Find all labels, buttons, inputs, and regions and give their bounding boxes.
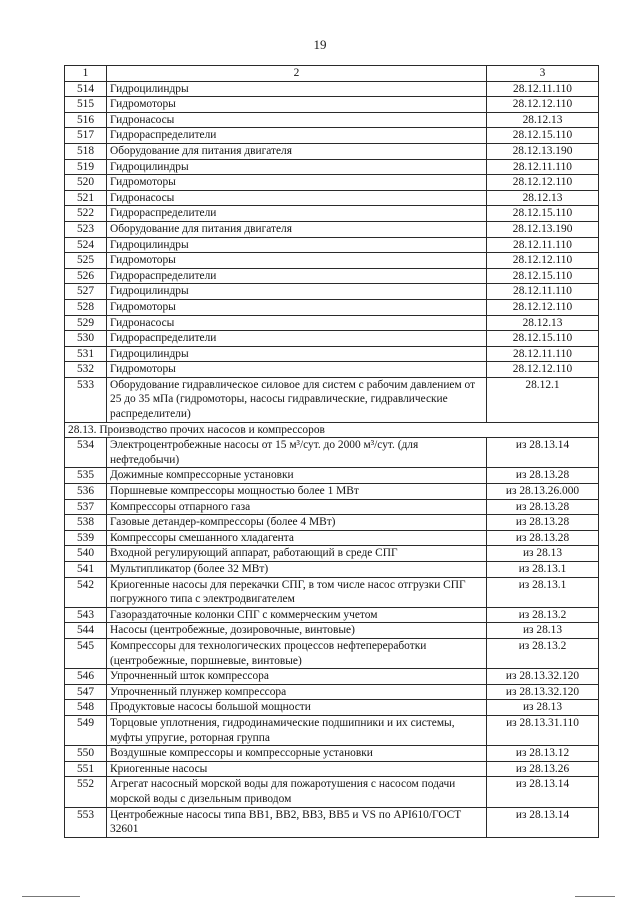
row-number: 527 bbox=[65, 284, 107, 300]
row-number: 519 bbox=[65, 159, 107, 175]
table-header-row bbox=[65, 66, 599, 82]
row-code: 28.12.15.110 bbox=[487, 206, 599, 222]
row-name: Гидрораспределители bbox=[107, 331, 487, 347]
row-number: 524 bbox=[65, 237, 107, 253]
row-name: Гидромоторы bbox=[107, 175, 487, 191]
row-code: из 28.13.14 bbox=[487, 438, 599, 468]
row-code: из 28.13.28 bbox=[487, 499, 599, 515]
row-code: 28.12.12.110 bbox=[487, 97, 599, 113]
row-code: из 28.13.32.120 bbox=[487, 684, 599, 700]
row-number: 551 bbox=[65, 761, 107, 777]
row-number: 537 bbox=[65, 499, 107, 515]
table-row bbox=[65, 684, 599, 700]
table-row bbox=[65, 190, 599, 206]
row-code: 28.12.13 bbox=[487, 315, 599, 331]
row-code: из 28.13.28 bbox=[487, 515, 599, 531]
table-row bbox=[65, 206, 599, 222]
row-code: 28.12.11.110 bbox=[487, 237, 599, 253]
row-name: Гидрораспределители bbox=[107, 128, 487, 144]
table-row bbox=[65, 499, 599, 515]
row-number: 549 bbox=[65, 715, 107, 745]
row-name: Гидроцилиндры bbox=[107, 284, 487, 300]
row-name: Гидромоторы bbox=[107, 97, 487, 113]
table-row bbox=[65, 237, 599, 253]
row-name: Гидроцилиндры bbox=[107, 346, 487, 362]
row-number: 534 bbox=[65, 438, 107, 468]
table-row bbox=[65, 638, 599, 668]
page-number: 19 bbox=[313, 37, 327, 52]
table-row bbox=[65, 81, 599, 97]
table-body bbox=[65, 81, 599, 837]
table-row bbox=[65, 362, 599, 378]
row-number: 547 bbox=[65, 684, 107, 700]
row-number: 539 bbox=[65, 530, 107, 546]
row-name: Упрочненный шток компрессора bbox=[107, 669, 487, 685]
table-row bbox=[65, 607, 599, 623]
row-number: 532 bbox=[65, 362, 107, 378]
row-code: 28.12.13 bbox=[487, 112, 599, 128]
row-code: из 28.13.1 bbox=[487, 562, 599, 578]
row-code: 28.12.13.190 bbox=[487, 221, 599, 237]
row-name: Криогенные насосы bbox=[107, 761, 487, 777]
row-number: 516 bbox=[65, 112, 107, 128]
table-row bbox=[65, 377, 599, 422]
table-row bbox=[65, 546, 599, 562]
table-row bbox=[65, 577, 599, 607]
table-row bbox=[65, 128, 599, 144]
row-number: 548 bbox=[65, 700, 107, 716]
row-number: 542 bbox=[65, 577, 107, 607]
row-number: 550 bbox=[65, 746, 107, 762]
row-code: из 28.13.28 bbox=[487, 530, 599, 546]
row-code: из 28.13.28 bbox=[487, 468, 599, 484]
table-row bbox=[65, 562, 599, 578]
row-name: Гидроцилиндры bbox=[107, 237, 487, 253]
row-code: 28.12.11.110 bbox=[487, 81, 599, 97]
table-row bbox=[65, 268, 599, 284]
row-code: из 28.13.12 bbox=[487, 746, 599, 762]
section-row bbox=[65, 422, 599, 438]
row-number: 529 bbox=[65, 315, 107, 331]
row-name: Мультипликатор (более 32 МВт) bbox=[107, 562, 487, 578]
row-number: 523 bbox=[65, 221, 107, 237]
row-number: 517 bbox=[65, 128, 107, 144]
row-name: Гидроцилиндры bbox=[107, 81, 487, 97]
row-name: Компрессоры для технологических процессов нефтепереработки (центробежные, поршневые, винтовые) bbox=[107, 638, 487, 668]
row-code: 28.12.15.110 bbox=[487, 128, 599, 144]
row-number: 533 bbox=[65, 377, 107, 422]
row-code: из 28.13.2 bbox=[487, 638, 599, 668]
row-code: из 28.13.31.110 bbox=[487, 715, 599, 745]
row-number: 536 bbox=[65, 484, 107, 500]
row-name: Оборудование для питания двигателя bbox=[107, 221, 487, 237]
row-name: Гидромоторы bbox=[107, 253, 487, 269]
row-name: Гидроцилиндры bbox=[107, 159, 487, 175]
row-name: Упрочненный плунжер компрессора bbox=[107, 684, 487, 700]
table-row bbox=[65, 315, 599, 331]
table-row bbox=[65, 715, 599, 745]
row-code: 28.12.13 bbox=[487, 190, 599, 206]
table-row bbox=[65, 746, 599, 762]
table-row bbox=[65, 346, 599, 362]
row-number: 515 bbox=[65, 97, 107, 113]
header-col-2: 2 bbox=[107, 66, 487, 82]
row-number: 543 bbox=[65, 607, 107, 623]
row-name: Криогенные насосы для перекачки СПГ, в том числе насос отгрузки СПГ погружного типа с электродвигателем bbox=[107, 577, 487, 607]
row-number: 531 bbox=[65, 346, 107, 362]
row-code: 28.12.1 bbox=[487, 377, 599, 422]
table-row bbox=[65, 221, 599, 237]
table-row bbox=[65, 807, 599, 837]
table-row bbox=[65, 175, 599, 191]
row-code: 28.12.11.110 bbox=[487, 159, 599, 175]
row-name: Компрессоры смешанного хладагента bbox=[107, 530, 487, 546]
row-name: Гидрораспределители bbox=[107, 268, 487, 284]
row-code: из 28.13.1 bbox=[487, 577, 599, 607]
bottom-rule-right bbox=[575, 896, 615, 897]
row-name: Входной регулирующий аппарат, работающий в среде СПГ bbox=[107, 546, 487, 562]
row-number: 520 bbox=[65, 175, 107, 191]
row-number: 522 bbox=[65, 206, 107, 222]
row-number: 545 bbox=[65, 638, 107, 668]
row-name: Насосы (центробежные, дозировочные, винтовые) bbox=[107, 623, 487, 639]
row-name: Поршневые компрессоры мощностью более 1 МВт bbox=[107, 484, 487, 500]
row-code: из 28.13.2 bbox=[487, 607, 599, 623]
table-row bbox=[65, 530, 599, 546]
row-code: 28.12.12.110 bbox=[487, 253, 599, 269]
row-code: из 28.13.14 bbox=[487, 777, 599, 807]
table-row bbox=[65, 331, 599, 347]
row-code: из 28.13 bbox=[487, 623, 599, 639]
row-name: Оборудование для питания двигателя bbox=[107, 143, 487, 159]
row-number: 552 bbox=[65, 777, 107, 807]
row-number: 518 bbox=[65, 143, 107, 159]
row-code: 28.12.11.110 bbox=[487, 346, 599, 362]
table-row bbox=[65, 700, 599, 716]
row-name: Гидронасосы bbox=[107, 190, 487, 206]
row-name: Гидрораспределители bbox=[107, 206, 487, 222]
table-row bbox=[65, 623, 599, 639]
row-code: из 28.13.14 bbox=[487, 807, 599, 837]
row-number: 521 bbox=[65, 190, 107, 206]
row-name: Торцовые уплотнения, гидродинамические подшипники и их системы, муфты упругие, роторная группа bbox=[107, 715, 487, 745]
row-number: 540 bbox=[65, 546, 107, 562]
table-row bbox=[65, 438, 599, 468]
row-name: Гидромоторы bbox=[107, 299, 487, 315]
table-row bbox=[65, 159, 599, 175]
row-number: 526 bbox=[65, 268, 107, 284]
row-code: 28.12.15.110 bbox=[487, 331, 599, 347]
table-row bbox=[65, 299, 599, 315]
header-col-1: 1 bbox=[65, 66, 107, 82]
row-name: Воздушные компрессоры и компрессорные установки bbox=[107, 746, 487, 762]
table-row bbox=[65, 761, 599, 777]
row-number: 528 bbox=[65, 299, 107, 315]
row-number: 525 bbox=[65, 253, 107, 269]
products-table bbox=[64, 65, 599, 838]
row-name: Агрегат насосный морской воды для пожаротушения с насосом подачи морской воды с дизельным приводом bbox=[107, 777, 487, 807]
row-number: 546 bbox=[65, 669, 107, 685]
row-code: 28.12.12.110 bbox=[487, 175, 599, 191]
row-code: из 28.13.26.000 bbox=[487, 484, 599, 500]
row-code: 28.12.13.190 bbox=[487, 143, 599, 159]
header-col-3: 3 bbox=[487, 66, 599, 82]
row-name: Газовые детандер-компрессоры (более 4 МВт) bbox=[107, 515, 487, 531]
table-row bbox=[65, 253, 599, 269]
table-row bbox=[65, 669, 599, 685]
row-code: из 28.13.32.120 bbox=[487, 669, 599, 685]
row-name: Центробежные насосы типа ВВ1, ВВ2, ВВ3, ВВ5 и VS по API610/ГОСТ 32601 bbox=[107, 807, 487, 837]
row-name: Гидронасосы bbox=[107, 315, 487, 331]
row-code: 28.12.11.110 bbox=[487, 284, 599, 300]
row-name: Гидромоторы bbox=[107, 362, 487, 378]
row-number: 530 bbox=[65, 331, 107, 347]
row-number: 535 bbox=[65, 468, 107, 484]
table-row bbox=[65, 97, 599, 113]
table-row bbox=[65, 143, 599, 159]
row-code: из 28.13 bbox=[487, 546, 599, 562]
table-row bbox=[65, 777, 599, 807]
row-name: Дожимные компрессорные установки bbox=[107, 468, 487, 484]
row-name: Электроцентробежные насосы от 15 м³/сут. до 2000 м³/сут. (для нефтедобычи) bbox=[107, 438, 487, 468]
row-code: 28.12.12.110 bbox=[487, 299, 599, 315]
row-name: Продуктовые насосы большой мощности bbox=[107, 700, 487, 716]
row-code: 28.12.12.110 bbox=[487, 362, 599, 378]
row-name: Оборудование гидравлическое силовое для систем с рабочим давлением от 25 до 35 мПа (гидромоторы, насосы гидравлические, гидравлические распределители) bbox=[107, 377, 487, 422]
table-row bbox=[65, 484, 599, 500]
table-row bbox=[65, 284, 599, 300]
row-number: 544 bbox=[65, 623, 107, 639]
row-code: 28.12.15.110 bbox=[487, 268, 599, 284]
table-row bbox=[65, 112, 599, 128]
table-row bbox=[65, 515, 599, 531]
row-number: 514 bbox=[65, 81, 107, 97]
table-row bbox=[65, 468, 599, 484]
section-title: 28.13. Производство прочих насосов и компрессоров bbox=[65, 422, 599, 438]
row-number: 541 bbox=[65, 562, 107, 578]
bottom-rule-left bbox=[22, 896, 80, 897]
row-code: из 28.13 bbox=[487, 700, 599, 716]
row-name: Компрессоры отпарного газа bbox=[107, 499, 487, 515]
row-number: 538 bbox=[65, 515, 107, 531]
row-number: 553 bbox=[65, 807, 107, 837]
row-code: из 28.13.26 bbox=[487, 761, 599, 777]
row-name: Гидронасосы bbox=[107, 112, 487, 128]
row-name: Газораздаточные колонки СПГ с коммерческим учетом bbox=[107, 607, 487, 623]
